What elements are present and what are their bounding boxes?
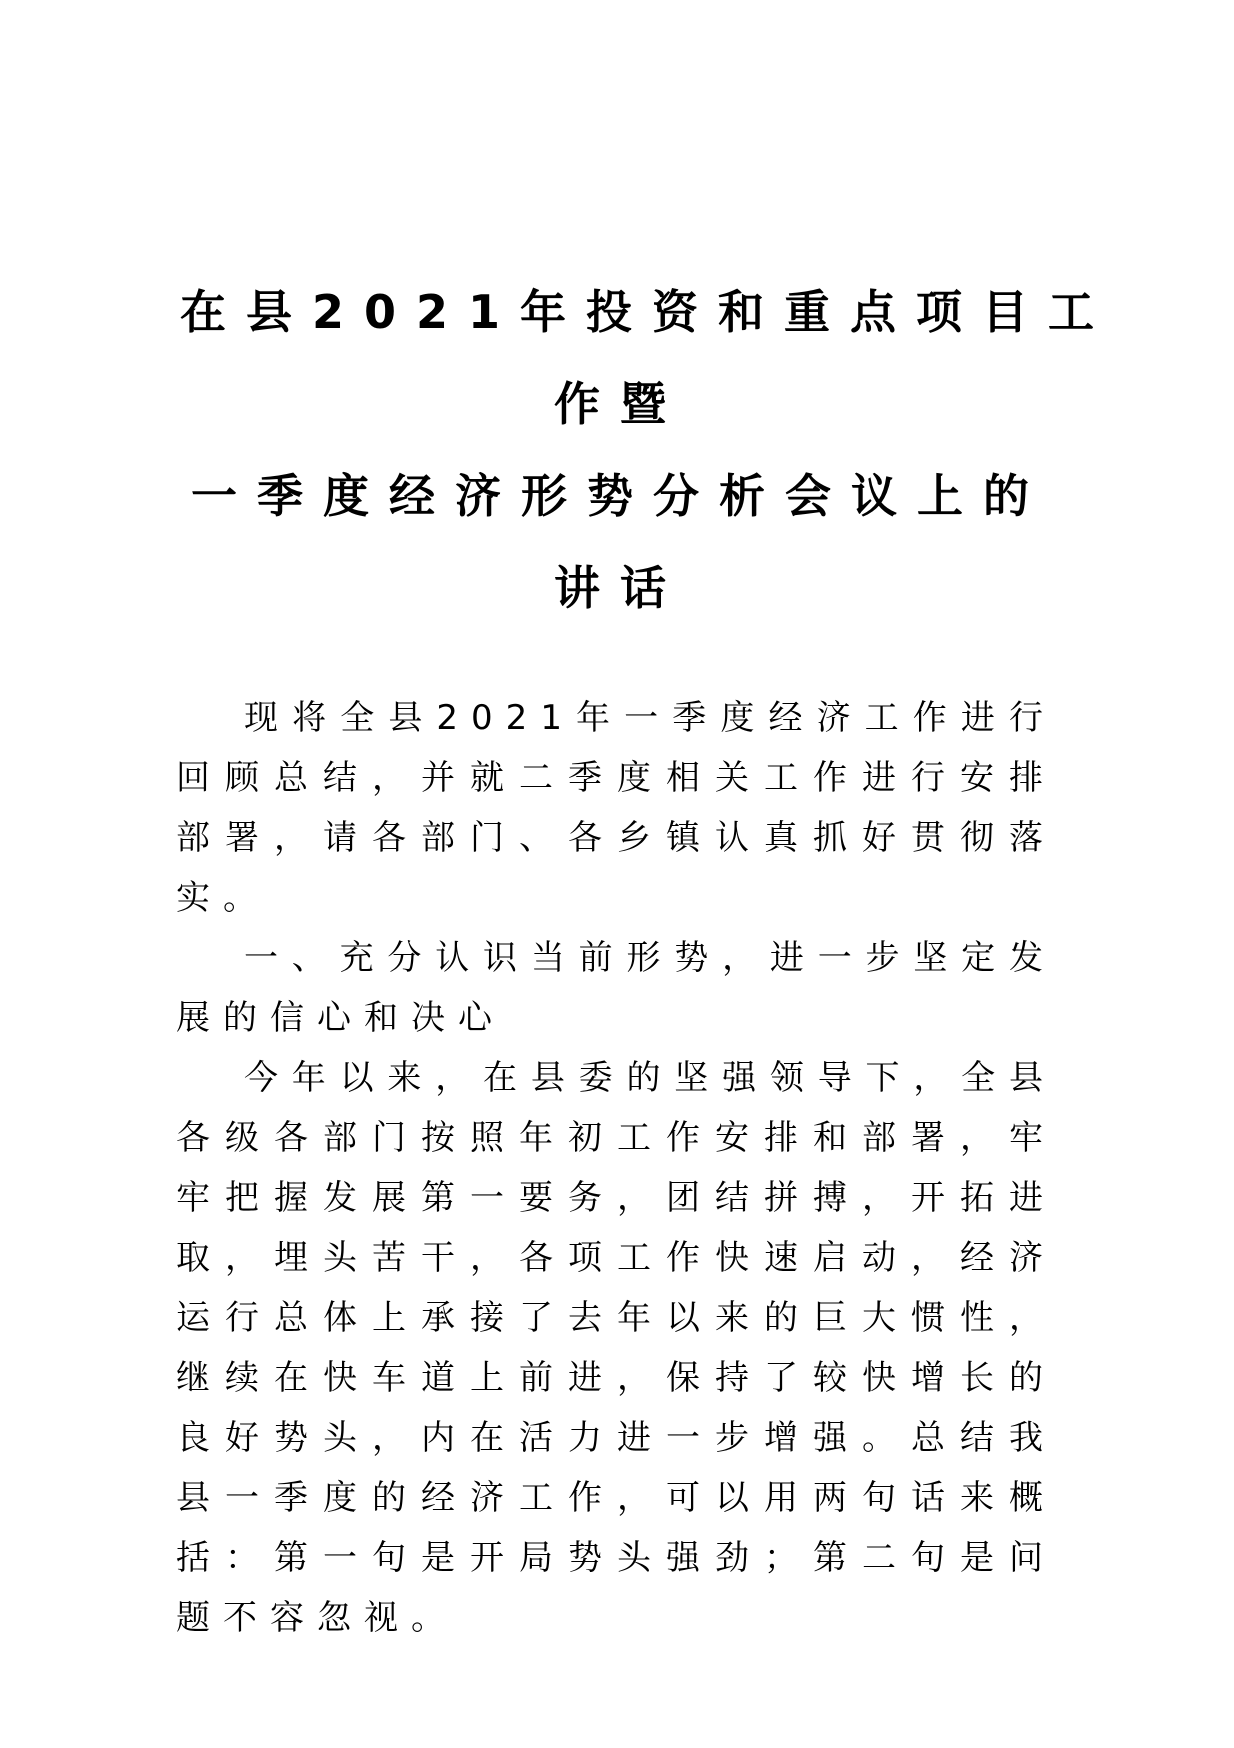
title-line-4: 讲话 — [554, 561, 686, 615]
document-body — [176, 688, 1056, 1648]
title-line-2: 作暨 — [554, 377, 686, 431]
document-title — [180, 266, 1115, 634]
body-paragraph: 今年以来，在县委的坚强领导下，全县各级各部门按照年初工作安排和部署，牢牢把握发展第一要务，团结拼搏，开拓进取，埋头苦干，各项工作快速启动，经济运行总体上承接了去年以来的巨大惯性，继续在快车道上前进，保持了较快增长的良好势头，内在活力进一步增强。总结我县一季度的经济工作，可以用两句话来概括：第一句是开局势头强劲；第二句是问题不容忽视。 — [176, 1058, 1056, 1638]
intro-paragraph: 现将全县2021年一季度经济工作进行回顾总结，并就二季度相关工作进行安排部署，请各部门、各乡镇认真抓好贯彻落实。 — [176, 698, 1056, 918]
section-heading: 一、充分认识当前形势，进一步坚定发展的信心和决心 — [176, 938, 1056, 1038]
title-line-1: 在县2021年投资和重点项目工 — [180, 285, 1115, 339]
title-line-3: 一季度经济形势分析会议上的 — [191, 469, 1049, 523]
